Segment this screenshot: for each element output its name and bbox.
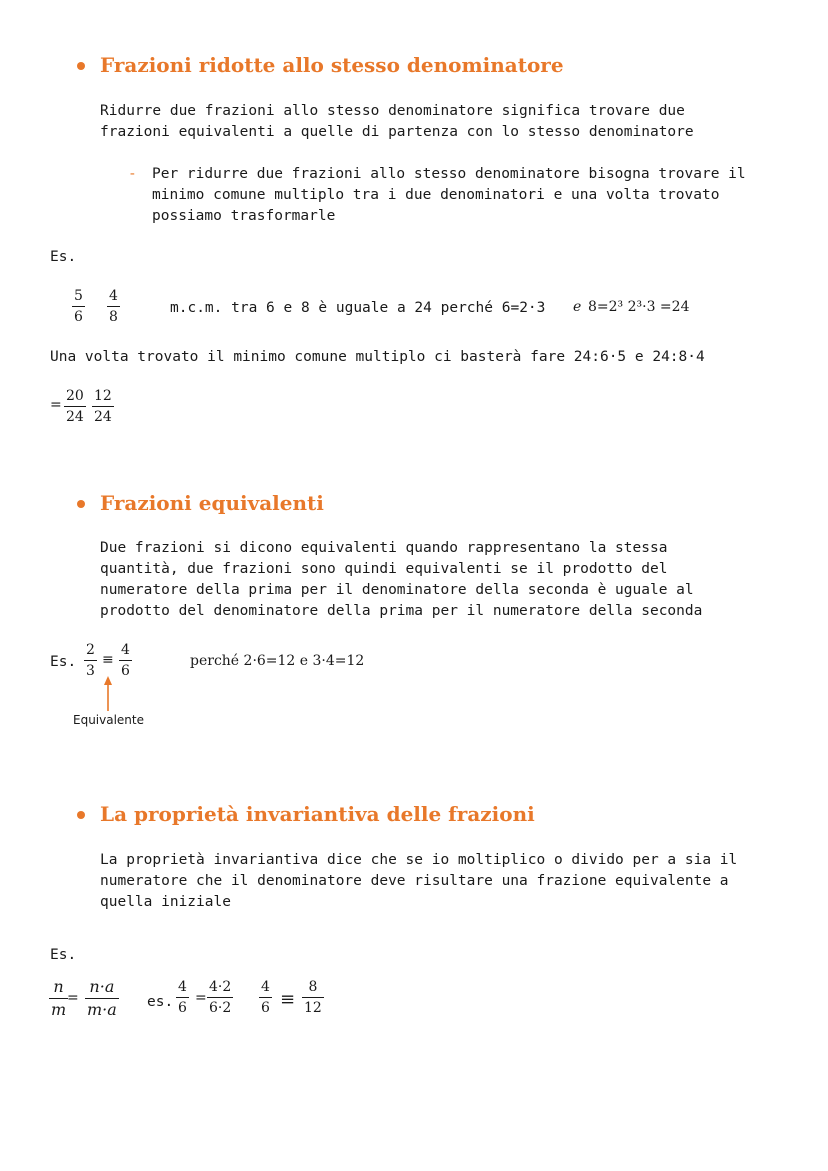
denominator: 6: [121, 663, 130, 679]
paragraph-line: quantità, due frazioni sono quindi equivalenti se il prodotto del: [100, 561, 668, 577]
numerator: n·a: [89, 977, 115, 996]
mcm-text: m.c.m. tra 6 e 8 è uguale a 24 perché 6=2·3: [170, 300, 546, 316]
paragraph-line: prodotto del denominatore della prima per il numeratore della seconda: [100, 603, 703, 619]
mcm-conjunction: e: [573, 299, 582, 315]
fraction: [119, 642, 132, 679]
paragraph-line: quella iniziale: [100, 894, 231, 910]
paragraph-line: Per ridurre due frazioni allo stesso denominatore bisogna trovare il: [152, 166, 746, 182]
arrow-up-icon: [102, 675, 114, 711]
denominator: 3: [86, 663, 95, 679]
denominator: 12: [304, 1000, 322, 1016]
fraction: [302, 979, 324, 1016]
denominator: 6: [74, 309, 83, 325]
fraction: [259, 979, 272, 1016]
denominator: m·a: [87, 1000, 117, 1019]
paragraph-line: Due frazioni si dicono equivalenti quando rappresentano la stessa: [100, 540, 668, 556]
fraction: [176, 979, 189, 1016]
because-text: perché 2·6=12 e 3·4=12: [190, 653, 365, 669]
example-label: es.: [147, 994, 174, 1010]
numerator: 12: [94, 388, 112, 404]
denominator: m: [51, 1000, 67, 1019]
list-dash: -: [128, 166, 137, 182]
numerator: 4: [178, 979, 187, 995]
section-heading: Frazioni equivalenti: [100, 491, 324, 515]
equals-sign: =: [67, 990, 79, 1006]
numerator: 4: [109, 288, 118, 304]
mcm-text-2: 8=2³ 2³·3 =24: [588, 299, 690, 315]
numerator: 4: [121, 642, 130, 658]
numerator: 4: [261, 979, 270, 995]
fraction: [207, 979, 233, 1016]
equivalent-label: Equivalente: [73, 713, 145, 727]
denominator: 24: [66, 409, 84, 425]
fraction: [85, 978, 119, 1019]
section-heading: La proprietà invariantiva delle frazioni: [100, 802, 535, 826]
numerator: 8: [308, 979, 318, 995]
paragraph-line: numeratore della prima per il denominatore della seconda è uguale al: [100, 582, 694, 598]
section-bullet: [77, 811, 85, 819]
denominator: 6·2: [209, 1000, 232, 1016]
equals-sign: =: [50, 397, 62, 413]
section-heading: Frazioni ridotte allo stesso denominatore: [100, 53, 564, 77]
paragraph-line: numeratore che il denominatore deve risultare una frazione equivalente a: [100, 873, 729, 889]
paragraph-line: frazioni equivalenti a quelle di partenza con lo stesso denominatore: [100, 124, 694, 140]
fraction: [64, 388, 86, 425]
fraction: [49, 978, 68, 1019]
paragraph-line: La proprietà invariantiva dice che se io moltiplico o divido per a sia il: [100, 852, 738, 868]
denominator: 8: [109, 309, 118, 325]
denominator: 6: [261, 1000, 270, 1016]
numerator: n: [53, 977, 64, 996]
example-label: Es.: [50, 947, 77, 963]
section-bullet: [77, 62, 85, 70]
equals-sign: =: [195, 990, 207, 1006]
numerator: 5: [74, 288, 83, 304]
example-label: Es.: [50, 654, 77, 670]
numerator: 4·2: [209, 979, 232, 995]
equivalence-sign: ≡: [102, 652, 114, 668]
paragraph-line: Ridurre due frazioni allo stesso denominatore significa trovare due: [100, 103, 685, 119]
denominator: 6: [178, 1000, 187, 1016]
denominator: 24: [94, 409, 112, 425]
fraction: [84, 642, 97, 679]
paragraph-line: possiamo trasformarle: [152, 208, 336, 224]
fraction: [107, 288, 120, 325]
fraction: [92, 388, 114, 425]
fraction: [72, 288, 85, 325]
paragraph-line: minimo comune multiplo tra i due denominatori e una volta trovato: [152, 187, 720, 203]
numerator: 2: [86, 642, 95, 658]
section-bullet: [77, 500, 85, 508]
paragraph-line: Una volta trovato il minimo comune multiplo ci basterà fare 24:6·5 e 24:8·4: [50, 349, 705, 365]
equivalence-sign: ≡: [280, 989, 296, 1010]
numerator: 20: [66, 388, 84, 404]
example-label: Es.: [50, 249, 77, 265]
